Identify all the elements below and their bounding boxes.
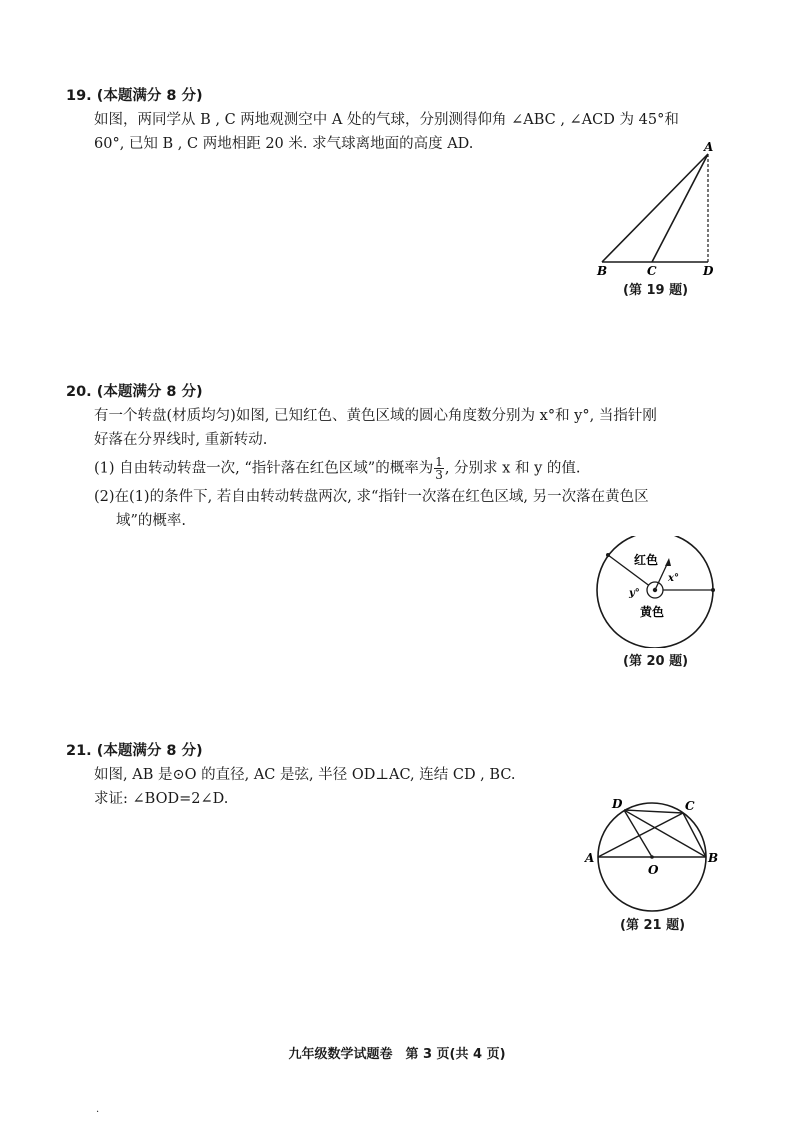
q21-line1: 如图, AB 是⊙O 的直径, AC 是弦, 半径 OD⊥AC, 连结 CD , BC.	[94, 767, 516, 783]
q20-label-red: 红色	[634, 553, 659, 567]
page-footer: 九年级数学试题卷 第 3 页(共 4 页)	[288, 1047, 506, 1062]
q20-label-y: y°	[629, 588, 640, 599]
q20-fraction	[434, 456, 444, 481]
question-20	[66, 380, 726, 533]
q20-label-yellow: 黄色	[640, 605, 665, 619]
q21-segment-cd	[624, 810, 683, 813]
q20-pointer-arrowhead	[665, 558, 671, 566]
q20-part2-line2: 域”的概率.	[116, 513, 187, 529]
q20-fraction-numerator: 1	[435, 455, 443, 469]
q20-part2-line1: (2)在(1)的条件下, 若自由转动转盘两次, 求“指针一次落在红色区域, 另一次落在黄色区	[94, 489, 649, 505]
q19-caption: (第 19 题)	[623, 283, 689, 298]
q19-line-ac	[652, 154, 708, 262]
q20-boundary-dot-right	[711, 588, 715, 592]
q19-figure	[590, 140, 720, 280]
q20-part1-text-after: , 分别求 x 和 y 的值.	[444, 460, 581, 477]
q20-header: 20. (本题满分 8 分)	[66, 384, 203, 400]
q19-label-d: D	[703, 264, 714, 278]
q21-center-point	[650, 855, 654, 859]
q20-line2: 好落在分界线时, 重新转动.	[94, 432, 268, 448]
q19-line-ab	[602, 154, 708, 262]
q20-line1: 有一个转盘(材质均匀)如图, 已知红色、黄色区域的圆心角度数分别为 x°和 y°, 当指针刚	[94, 408, 657, 424]
q19-label-b: B	[597, 264, 608, 278]
q21-header: 21. (本题满分 8 分)	[66, 743, 203, 759]
q19-header: 19. (本题满分 8 分)	[66, 88, 203, 104]
q19-line1: 如图，两同学从 B , C 两地观测空中 A 处的气球，分别测得仰角 ∠ABC , ∠ACD 为 45°和	[94, 112, 679, 128]
q20-fraction-denominator: 3	[435, 468, 443, 482]
q19-label-a: A	[704, 140, 714, 154]
stray-mark: .	[96, 1104, 100, 1115]
q21-label-o: O	[648, 863, 659, 877]
q20-label-x: x°	[668, 573, 679, 584]
q21-caption: (第 21 题)	[620, 918, 686, 933]
q20-boundary-dot-left	[606, 553, 610, 557]
q21-label-a: A	[585, 851, 595, 865]
q20-part1	[66, 456, 726, 481]
q21-label-c: C	[685, 799, 695, 813]
q20-caption: (第 20 题)	[623, 654, 689, 669]
q20-part1-text: (1) 自由转动转盘一次, “指针落在红色区域”的概率为	[94, 460, 434, 477]
q21-label-b: B	[708, 851, 719, 865]
q21-line2: 求证: ∠BOD=2∠D.	[94, 791, 229, 807]
q21-radius-od	[624, 810, 652, 857]
q21-label-d: D	[612, 797, 623, 811]
q20-spinner-figure	[592, 536, 722, 648]
q21-circle-figure	[582, 796, 722, 916]
q19-line2: 60°, 已知 B , C 两地相距 20 米. 求气球离地面的高度 AD.	[94, 136, 474, 152]
q19-label-c: C	[647, 264, 657, 278]
